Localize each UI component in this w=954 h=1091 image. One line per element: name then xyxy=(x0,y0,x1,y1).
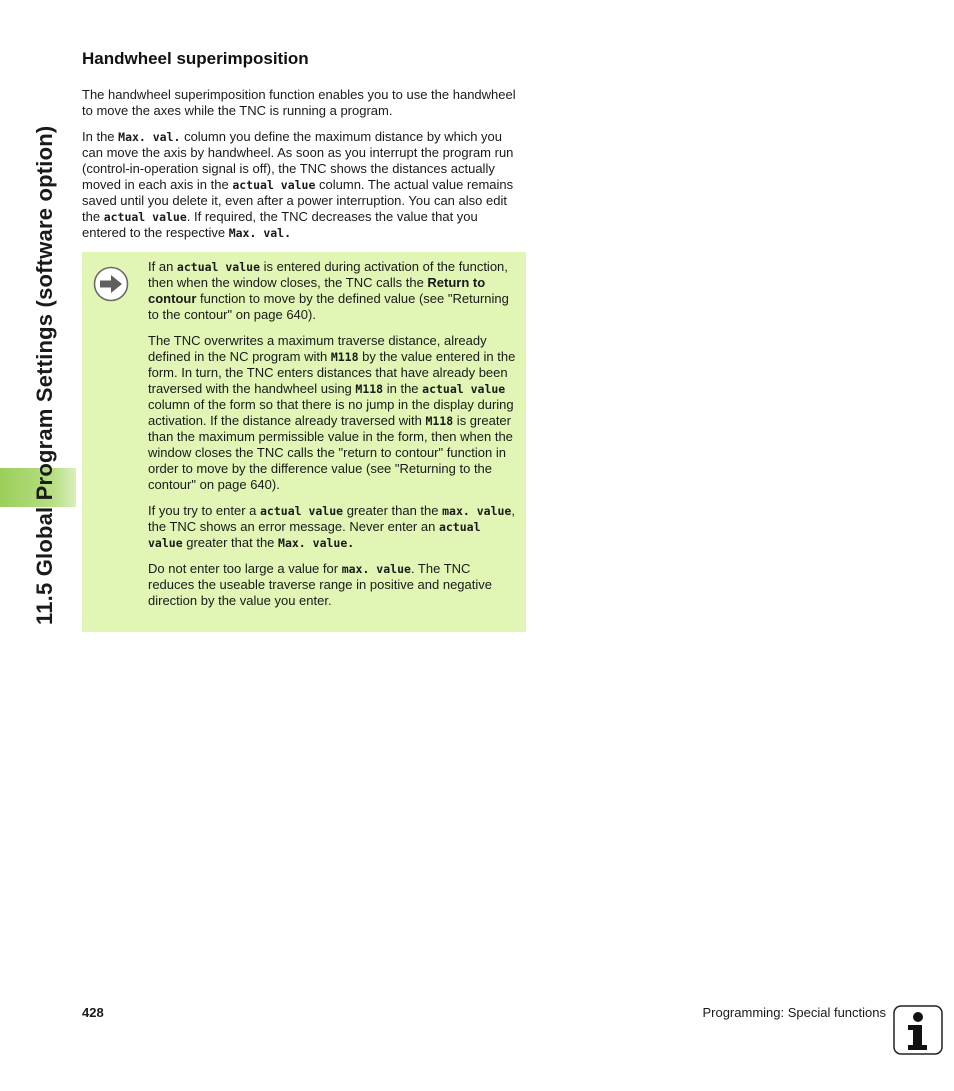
code-term: Max. val. xyxy=(118,130,181,144)
note-paragraph: The TNC overwrites a maximum traverse distance, already defined in the NC program with M118 by the value entered in the form. In turn, the TNC enters distances that have already been traversed with the handwheel using M118 in the actual value column of the form so that there is no jump in the display during activation. If the distance already traversed with M118 is greater than the maximum permissible value in the form, then when the window closes the TNC calls the "return to contour" function in order to move by the difference value (see "Returning to the contour" on page 640). xyxy=(148,333,516,492)
note-paragraph: If you try to enter a actual value greater than the max. value, the TNC shows an error message. Never enter an actual value greater that the Max. value. xyxy=(148,503,515,550)
body-paragraph: In the Max. val. column you define the maximum distance by which you can move the axis by handwheel. As soon as you interrupt the program run (control-in-operation signal is off), the TNC shows the distances actually moved in each axis in the actual value column. The actual value remains saved until you delete it, even after a power interruption. You can also edit the actual value. If required, the TNC decreases the value that you entered to the respective Max. val. xyxy=(82,129,514,240)
body-paragraph: The handwheel superimposition function enables you to use the handwheel to move the axes while the TNC is running a program. xyxy=(82,87,516,118)
section-body xyxy=(82,87,524,251)
code-term: Max. val. xyxy=(228,226,292,240)
note-text xyxy=(148,259,518,619)
code-term: M118 xyxy=(330,350,359,364)
code-term: M118 xyxy=(355,382,384,396)
code-term: actual value xyxy=(176,260,261,274)
section-heading: Handwheel superimposition xyxy=(82,49,309,68)
code-term: Max. value. xyxy=(278,536,355,550)
code-term: actual value xyxy=(260,504,344,518)
bold-term: Return to contour xyxy=(148,275,486,306)
code-term: actual value xyxy=(232,178,316,192)
info-icon xyxy=(893,1005,943,1055)
arrow-right-icon xyxy=(93,266,129,302)
code-term: actual value xyxy=(103,210,187,224)
code-term: M118 xyxy=(425,414,454,428)
note-paragraph: Do not enter too large a value for max. value. The TNC reduces the useable traverse range in positive and negative direction by the value you enter. xyxy=(148,561,492,608)
code-term: max. value xyxy=(442,504,512,518)
code-term: actual value xyxy=(422,382,506,396)
note-box xyxy=(82,252,526,632)
chapter-title: 11.5 Global Program Settings (software option) xyxy=(32,125,57,625)
code-term: max. value xyxy=(341,562,411,576)
note-paragraph: If an actual value is entered during activation of the function, then when the window closes, the TNC calls the Return to contour function to move by the defined value (see "Returning to the contour" on page 640). xyxy=(148,259,509,322)
footer-title: Programming: Special functions xyxy=(702,1005,886,1020)
code-term: actual value xyxy=(148,520,481,550)
page-number: 428 xyxy=(82,1005,104,1020)
